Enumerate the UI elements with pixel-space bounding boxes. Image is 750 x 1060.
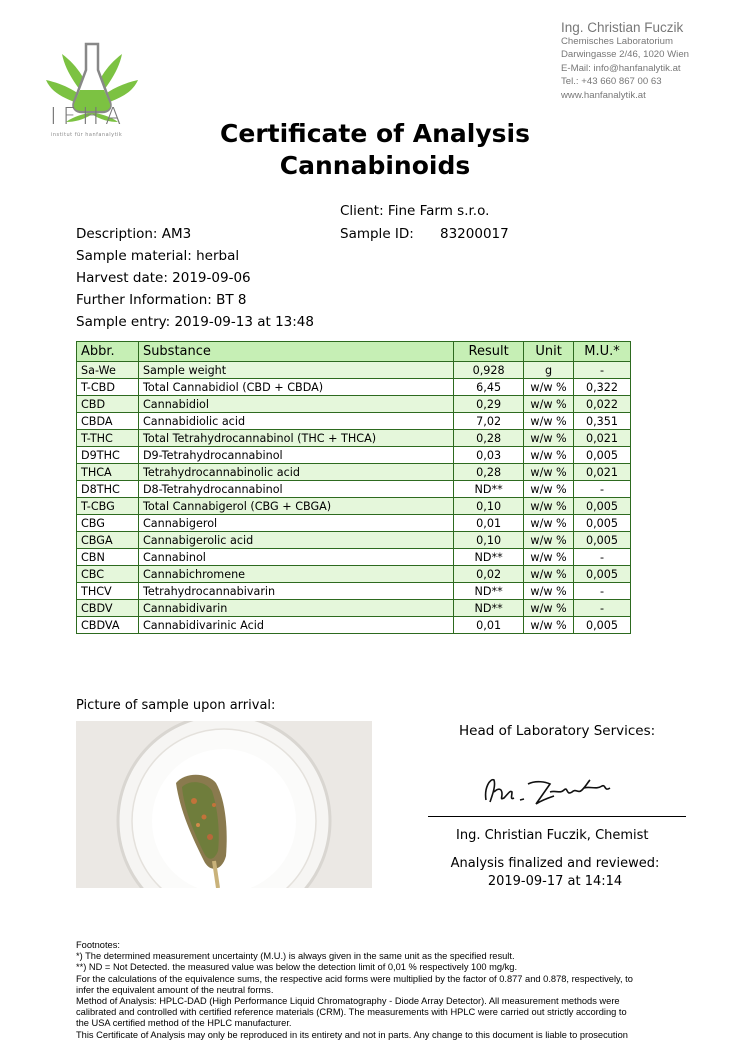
cell-abbr: Sa-We [77,362,139,379]
sample-photo [76,721,372,888]
cell-substance: Cannabidivarin [138,600,453,617]
cell-abbr: CBGA [77,532,139,549]
cell-mu: 0,005 [574,532,631,549]
cell-result: ND** [454,583,524,600]
footnote-line: Method of Analysis: HPLC-DAD (High Performance Liquid Chromatography - Diode Array Detector). All measurement methods were [76,996,620,1007]
footnote-line: the USA certified method of the HPLC manufacturer. [76,1018,292,1029]
cell-substance: Cannabidiolic acid [138,413,453,430]
table-row [77,396,631,413]
cell-unit: w/w % [524,481,574,498]
cell-result: 0,01 [454,515,524,532]
chemist-name: Ing. Christian Fuczik, Chemist [456,828,649,843]
table-row [77,447,631,464]
cell-substance: D9-Tetrahydrocannabinol [138,447,453,464]
header-substance: Substance [138,342,453,362]
header-mu: M.U.* [574,342,631,362]
lab-phone: Tel.: +43 660 867 00 63 [561,76,662,88]
cell-substance: Total Cannabigerol (CBG + CBGA) [138,498,453,515]
handwritten-signature [480,770,620,810]
cell-abbr: CBDV [77,600,139,617]
cell-result: 0,01 [454,617,524,634]
finalization [430,855,680,891]
cell-mu: 0,351 [574,413,631,430]
table-row [77,583,631,600]
cell-unit: w/w % [524,396,574,413]
header-result: Result [454,342,524,362]
cell-abbr: CBDVA [77,617,139,634]
cell-abbr: THCV [77,583,139,600]
cell-mu: 0,005 [574,498,631,515]
cell-mu: 0,005 [574,617,631,634]
title-line-2: Cannabinoids [279,151,471,180]
footnotes-heading: Footnotes: [76,940,120,950]
picture-label: Picture of sample upon arrival: [76,698,276,713]
client: Client: Fine Farm s.r.o. [340,203,490,219]
signature-line [428,816,686,817]
cell-result: 7,02 [454,413,524,430]
cell-result: 0,28 [454,464,524,481]
finalized-label: Analysis finalized and reviewed: [450,856,660,871]
footnote-line: infer the equivalent amount of the neutral forms. [76,984,274,995]
cell-substance: Total Cannabidiol (CBD + CBDA) [138,379,453,396]
cell-result: ND** [454,600,524,617]
table-row [77,481,631,498]
cell-result: 0,928 [454,362,524,379]
lab-line: Chemisches Laboratorium [561,36,673,47]
finalized-date: 2019-09-17 at 14:14 [487,874,623,889]
table-row [77,362,631,379]
cell-mu: 0,005 [574,447,631,464]
cell-unit: w/w % [524,566,574,583]
table-row [77,413,631,430]
footnote-line: This Certificate of Analysis may only be reproduced in its entirety and not in parts. Any change to this document is liable to prosecution [76,1029,628,1040]
cell-substance: Cannabigerol [138,515,453,532]
header-abbr: Abbr. [77,342,139,362]
cell-substance: Tetrahydrocannabinolic acid [138,464,453,481]
cell-mu: - [574,362,631,379]
cell-result: 0,29 [454,396,524,413]
cell-mu: - [574,600,631,617]
table-row [77,617,631,634]
cell-result: 6,45 [454,379,524,396]
cell-unit: w/w % [524,430,574,447]
cell-abbr: CBD [77,396,139,413]
table-row [77,532,631,549]
cell-abbr: CBDA [77,413,139,430]
cell-result: 0,03 [454,447,524,464]
lab-email: E-Mail: info@hanfanalytik.at [561,62,681,74]
table-row [77,430,631,447]
cell-mu: 0,005 [574,566,631,583]
cell-result: ND** [454,481,524,498]
table-header-row [77,342,631,362]
cell-abbr: CBN [77,549,139,566]
table-row [77,464,631,481]
cell-abbr: T-THC [77,430,139,447]
cell-mu: 0,005 [574,515,631,532]
cell-mu: 0,022 [574,396,631,413]
footnote-line: For the calculations of the equivalence sums, the respective acid forms were multiplied by the factor of 0.877 and 0.878, respectively, to [76,973,633,984]
cell-unit: w/w % [524,379,574,396]
cell-unit: w/w % [524,600,574,617]
logo-name: IFHA [50,104,128,130]
cell-abbr: THCA [77,464,139,481]
cell-mu: - [574,583,631,600]
cell-unit: g [524,362,574,379]
cell-unit: w/w % [524,583,574,600]
cell-unit: w/w % [524,532,574,549]
cell-mu: 0,021 [574,430,631,447]
lab-website: www.hanfanalytik.at [561,89,646,101]
cell-substance: Cannabichromene [138,566,453,583]
cell-substance: Tetrahydrocannabivarin [138,583,453,600]
cell-substance: D8-Tetrahydrocannabinol [138,481,453,498]
sample-id: 83200017 [440,226,509,242]
cell-abbr: CBC [77,566,139,583]
sample-material: Sample material: herbal [76,248,240,264]
page-title [0,118,750,182]
cell-result: 0,28 [454,430,524,447]
footnote-line: calibrated and controlled with certified reference materials (CRM). The measurements with HPLC were carried out strictly according to [76,1007,627,1018]
cell-abbr: T-CBG [77,498,139,515]
cell-result: 0,10 [454,498,524,515]
cell-result: ND** [454,549,524,566]
lab-address-block [561,20,689,102]
harvest-date: Harvest date: 2019-09-06 [76,270,251,286]
cell-substance: Cannabidiol [138,396,453,413]
cell-unit: w/w % [524,515,574,532]
lab-line: Darwingasse 2/46, 1020 Wien [561,49,689,61]
sample-photo-image [76,721,372,888]
cell-unit: w/w % [524,498,574,515]
table-row [77,379,631,396]
cell-unit: w/w % [524,447,574,464]
table-body [77,362,631,634]
lab-name: Ing. Christian Fuczik [561,20,684,35]
cell-unit: w/w % [524,617,574,634]
cell-abbr: T-CBD [77,379,139,396]
cell-mu: - [574,481,631,498]
cell-abbr: CBG [77,515,139,532]
sample-entry: Sample entry: 2019-09-13 at 13:48 [76,314,314,330]
cell-substance: Cannabigerolic acid [138,532,453,549]
table-row [77,600,631,617]
cell-unit: w/w % [524,464,574,481]
footnotes [76,940,716,1041]
cell-unit: w/w % [524,549,574,566]
cell-mu: 0,322 [574,379,631,396]
header-unit: Unit [524,342,574,362]
cell-result: 0,10 [454,532,524,549]
head-of-laboratory-label: Head of Laboratory Services: [459,723,656,739]
cell-abbr: D8THC [77,481,139,498]
further-information: Further Information: BT 8 [76,292,247,308]
sample-id-label: Sample ID: [340,226,414,242]
footnote-line: *) The determined measurement uncertainty (M.U.) is always given in the same unit as the specified result. [76,951,515,962]
description: Description: AM3 [76,226,192,242]
cell-unit: w/w % [524,413,574,430]
table-row [77,549,631,566]
table-row [77,498,631,515]
footnote-line: **) ND = Not Detected. the measured value was below the detection limit of 0,01 % respectively 100 mg/kg. [76,962,518,973]
table-row [77,515,631,532]
title-line-1: Certificate of Analysis [220,119,530,148]
cell-mu: - [574,549,631,566]
cell-substance: Sample weight [138,362,453,379]
logo-subtitle: institut für hanfanalytik [51,132,123,138]
cell-substance: Cannabinol [138,549,453,566]
table-row [77,566,631,583]
cell-mu: 0,021 [574,464,631,481]
cell-substance: Cannabidivarinic Acid [138,617,453,634]
cell-abbr: D9THC [77,447,139,464]
cell-result: 0,02 [454,566,524,583]
results-table [76,341,631,634]
cell-substance: Total Tetrahydrocannabinol (THC + THCA) [138,430,453,447]
